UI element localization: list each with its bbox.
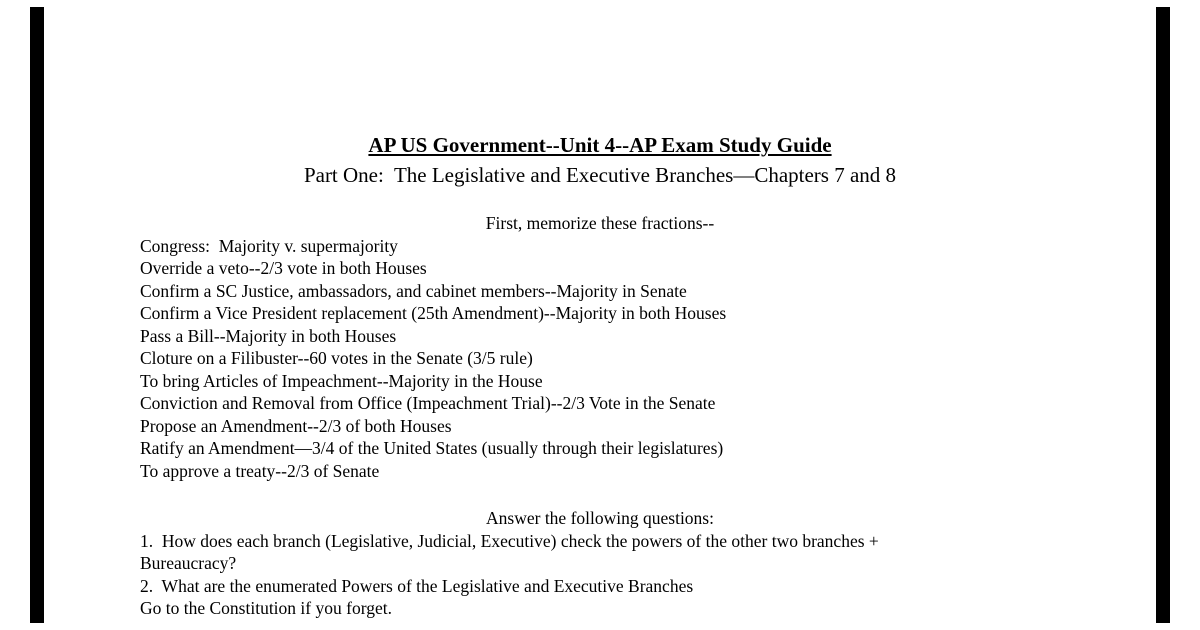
fraction-line: Confirm a SC Justice, ambassadors, and cabinet members--Majority in Senate — [140, 280, 687, 301]
fraction-line: Congress: Majority v. supermajority — [140, 235, 398, 256]
fraction-line: To bring Articles of Impeachment--Majority in the House — [140, 370, 543, 391]
document-content — [0, 130, 1200, 620]
page-subtitle: Part One: The Legislative and Executive Branches—Chapters 7 and 8 — [303, 163, 897, 187]
section-gap — [0, 482, 1200, 507]
fraction-line: Ratify an Amendment—3/4 of the United States (usually through their legislatures) — [140, 438, 724, 458]
fraction-line: Override a veto--2/3 vote in both Houses — [140, 258, 427, 278]
questions-heading: Answer the following questions: — [486, 508, 714, 528]
fraction-line: Pass a Bill--Majority in both Houses — [140, 325, 397, 346]
fraction-line: Conviction and Removal from Office (Impeachment Trial)--2/3 Vote in the Senate — [140, 393, 716, 413]
fraction-line: To approve a treaty--2/3 of Senate — [140, 460, 380, 481]
question-line: Go to the Constitution if you forget. — [140, 598, 392, 618]
fraction-line: Confirm a Vice President replacement (25th Amendment)--Majority in both Houses — [140, 303, 727, 323]
fraction-line: Cloture on a Filibuster--60 votes in the Senate (3/5 rule) — [140, 348, 533, 368]
question-line: Bureaucracy? — [140, 553, 237, 573]
fractions-heading: First, memorize these fractions-- — [485, 213, 715, 233]
question-line: 1. How does each branch (Legislative, Judicial, Executive) check the powers of the other two branches + — [140, 530, 879, 551]
fraction-line: Propose an Amendment--2/3 of both Houses — [140, 415, 452, 436]
section-gap — [0, 190, 1200, 212]
question-line: 2. What are the enumerated Powers of the Legislative and Executive Branches — [140, 575, 694, 596]
page-title: AP US Government--Unit 4--AP Exam Study Guide — [368, 133, 832, 157]
